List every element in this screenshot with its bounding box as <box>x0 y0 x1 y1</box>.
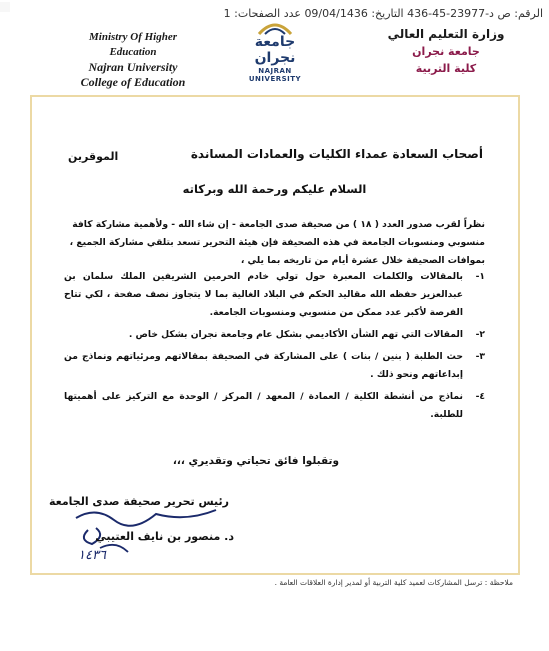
list-item <box>64 268 485 322</box>
item-text: بالمقالات والكلمات المعبرة حول تولي خادم الحرمين الشريفين الملك سلمان بن عبدالعزيز حفظه الله مقاليد الحكم في البلاد الغالية بما لا يتجاوز نصف صفحة ، لكي تتاح الفرصة لأكبر عدد ممكن من منسوبي ومنسوبات الجامعة. <box>64 271 463 318</box>
university-en: Najran University <box>88 60 178 74</box>
header-english <box>68 30 198 90</box>
list-item <box>64 388 485 424</box>
header-arabic <box>381 26 511 77</box>
university-ar: جامعة نجران <box>412 45 480 58</box>
greeting: السلام عليكم ورحمة الله وبركاته <box>182 182 367 196</box>
ministry-ar: وزارة التعليم العالي <box>387 27 505 41</box>
list-item <box>64 326 485 344</box>
logo-english: NAJRAN UNIVERSITY <box>248 67 302 83</box>
signature-name: د. منصور بن نايف العتيبي <box>95 530 234 543</box>
signature-title: رئيس تحرير صحيفة صدى الجامعة <box>48 495 229 508</box>
honorific: الموقرين <box>68 150 119 163</box>
item-number: ٢- <box>475 329 485 340</box>
college-ar: كلية التربية <box>415 62 477 75</box>
intro-paragraph: نظراً لقرب صدور العدد ( ١٨ ) من صحيفة صدى الجامعة - إن شاء الله - ولأهمية مشاركة كافة منسوبي ومنسوبات الجامعة في هذه الصحيفة فإن هيئة التحرير تسعد بتلقي مشاركة الجميع ، بموافات الصحيفة خلال عشرة أيام من تاريخه بما يلي ، <box>69 219 485 266</box>
handwritten-date: ١٤٣٦ <box>78 548 106 563</box>
closing-line: وتقبلوا فائق تحياتي وتقديري ،،، <box>172 455 339 467</box>
item-number: ٣- <box>475 351 485 362</box>
logo-emblem-icon <box>255 20 295 36</box>
item-text: نماذج من أنشطة الكلية / العمادة / المعهد / المركز / الوحدة مع التركيز على أهميتها للطلبة. <box>64 391 463 420</box>
item-text: حث الطلبة ( بنين / بنات ) على المشاركة في الصحيفة بمقالاتهم ومرئياتهم ونماذج من إبداعاتهم ونحو ذلك . <box>64 351 463 380</box>
ministry-en: Ministry Of Higher Education <box>88 31 177 58</box>
item-number: ١- <box>475 271 485 282</box>
logo-arabic: جامعة نجران <box>254 34 296 66</box>
footer-note: ملاحظة : ترسل المشاركات لعميد كلية التربية أو لمدير إدارة العلاقات العامة . <box>274 578 513 587</box>
item-number: ٤- <box>475 391 485 402</box>
recipient: أصحاب السعادة عمداء الكليات والعمادات المساندة <box>190 147 483 161</box>
university-logo <box>232 20 318 82</box>
request-list <box>64 268 485 424</box>
list-item <box>64 348 485 384</box>
reference-text: الرقم: ص د-23977-45-436 التاريخ: 09/04/1436 عدد الصفحات: 1 <box>223 7 543 20</box>
college-en: College of Education <box>80 75 186 89</box>
item-text: المقالات التي تهم الشأن الأكاديمي بشكل عام وجامعة نجران بشكل خاص . <box>128 329 463 340</box>
corner-mark <box>0 2 10 12</box>
